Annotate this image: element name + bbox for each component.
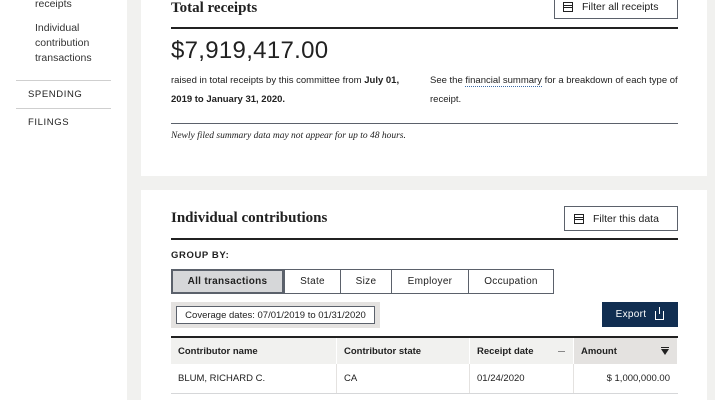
column-header-label: Contributor state	[344, 345, 422, 357]
sidebar-item-individual-contributions[interactable]: Individual contribution transactions	[35, 22, 92, 64]
tab-occupation[interactable]: Occupation	[468, 269, 554, 294]
total-receipts-panel	[141, 0, 707, 176]
receipt-date-cell: 01/24/2020	[470, 364, 574, 393]
sidebar-item-filings[interactable]: FILINGS	[28, 117, 70, 128]
section-rule	[171, 238, 678, 240]
table-header	[171, 336, 678, 364]
coverage-dates-wrapper	[171, 302, 380, 328]
total-receipts-amount: $7,919,417.00	[171, 37, 329, 64]
group-by-label: GROUP BY:	[171, 250, 230, 261]
sidebar	[0, 0, 127, 400]
table-filter-icon	[574, 214, 584, 224]
sort-descending-icon	[661, 349, 669, 355]
contributions-table	[171, 336, 678, 394]
see-prefix: See the	[430, 75, 466, 86]
sort-bar-icon	[661, 347, 669, 348]
sidebar-item-receipts[interactable]: receipts	[35, 0, 72, 10]
section-rule	[171, 27, 678, 29]
total-receipts-title: Total receipts	[171, 0, 258, 16]
column-header-amount[interactable]	[574, 338, 678, 364]
sidebar-divider	[16, 80, 111, 81]
contributor-name-cell: BLUM, RICHARD C.	[171, 364, 337, 393]
financial-summary-link[interactable]: financial summary	[465, 75, 542, 86]
coverage-dates-tag: Coverage dates: 07/01/2019 to 01/31/2020	[176, 306, 375, 324]
amount-cell: $ 1,000,000.00	[606, 373, 670, 384]
column-header-receipt-date[interactable]	[470, 338, 574, 364]
filter-this-data-button[interactable]	[564, 206, 678, 231]
sidebar-gutter	[127, 0, 141, 400]
tab-state[interactable]: State	[284, 269, 341, 294]
filter-this-data-label: Filter this data	[593, 212, 659, 225]
individual-contributions-panel	[141, 190, 707, 400]
receipts-description	[171, 71, 411, 109]
receipts-description-text: raised in total receipts by this committee from	[171, 75, 365, 86]
column-header-contributor-state[interactable]	[337, 338, 470, 364]
table-filter-icon	[563, 2, 573, 12]
sort-neutral-icon	[558, 351, 565, 352]
column-header-label: Receipt date	[477, 345, 534, 357]
column-header-contributor-name[interactable]	[171, 338, 337, 364]
export-label: Export	[615, 309, 647, 320]
column-header-label: Amount	[581, 345, 617, 357]
sidebar-item-spending[interactable]: SPENDING	[28, 89, 83, 100]
tab-size[interactable]: Size	[340, 269, 392, 294]
sidebar-divider	[16, 108, 111, 109]
filter-all-receipts-button[interactable]	[554, 0, 678, 19]
receipts-date-range: July 01, 2019 to January 31, 2020.	[171, 75, 400, 105]
table-row	[171, 364, 678, 394]
summary-data-note: Newly filed summary data may not appear for up to 48 hours.	[171, 131, 406, 141]
download-icon	[655, 311, 664, 320]
tab-all-transactions[interactable]: All transactions	[171, 269, 284, 294]
contributor-state-cell: CA	[337, 364, 470, 393]
filter-all-receipts-label: Filter all receipts	[582, 0, 659, 13]
see-suffix: for a breakdown of each type of receipt.	[430, 75, 678, 105]
individual-contributions-title: Individual contributions	[171, 210, 328, 226]
financial-summary-note	[430, 71, 680, 109]
column-header-label: Contributor name	[178, 345, 258, 357]
thin-divider	[171, 123, 678, 124]
tab-employer[interactable]: Employer	[391, 269, 469, 294]
export-button[interactable]	[602, 302, 678, 327]
